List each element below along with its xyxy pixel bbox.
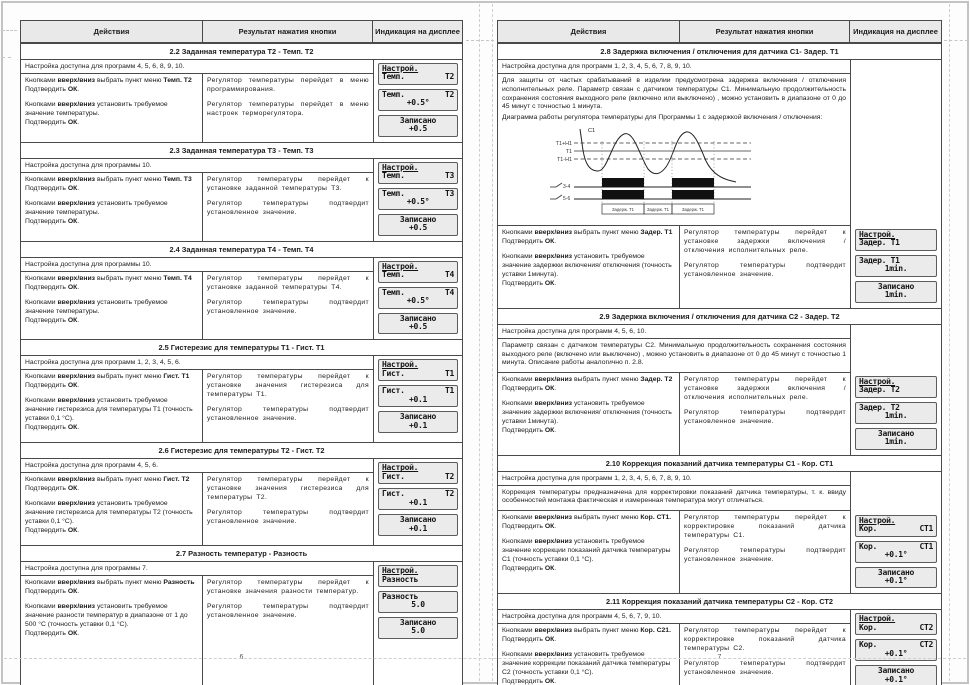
fold-mark-tick [2,30,17,31]
column-header: Индикация на дисплее [375,27,460,36]
fold-mark-tick [466,40,494,41]
fold-mark-vertical [479,4,480,681]
result-paragraph: Регулятор температуры подтвердит установленное значение. [207,509,369,526]
availability-note: Настройка доступна для программ 1, 2, 3, 4, 5, 6, 7, 8, 9, 10. [498,472,850,486]
section-left [21,562,374,685]
section-left [498,610,851,685]
section-title: 2.10 Коррекция показаний датчика температуры С1 - Кор. СТ1 [498,456,941,472]
action-paragraph: Кнопками вверх/вниз установить требуемое значение коррекции показаний датчика температуры С1 (точность уставки 0,1 °С). Подтвердить ОК. [502,538,671,573]
lcd-line: +0.1° [884,648,908,658]
fold-mark-tick [944,40,968,41]
lcd-display [378,514,458,536]
lcd-line: Настрой. [859,515,896,525]
display-column [374,159,462,241]
action-paragraph: Кнопками вверх/вниз выбрать пункт меню Разность Подтвердить ОК. [25,579,195,596]
result-paragraph: Регулятор температуры подтвердит установленное значение. [207,603,369,619]
relay-timing-diagram-svg [536,125,786,217]
info-paragraph: Для защиты от частых срабатываний в изделии предусмотрена задержка включения / отключения исполнительных реле. Параметр связан с датчиком температуры С1. Минимальную продолжительность сохранения состояния выходного реле (включено или выключено) , можно установить в диапазоне от 0 до 45 минут с точностью 1 минута. [502,77,846,111]
info-block [498,74,850,226]
lcd-line: Настрой. [382,360,419,370]
action-paragraph: Кнопками вверх/вниз установить требуемое значение температуры. Подтвердить ОК. [25,199,168,225]
svg-text:Задерж. Т1: Задерж. Т1 [682,207,704,213]
section-body [498,60,941,308]
lcd-line: Кор. СТ1 [859,524,933,534]
lcd-display [378,188,458,210]
lcd-line: Настрой. [859,230,896,239]
lcd-display [855,376,937,398]
action-paragraph: Кнопками вверх/вниз выбрать пункт меню Кор. СТ1. Подтвердить ОК. [502,514,672,531]
display-column [851,472,941,594]
action-result-row [21,173,373,241]
actions-cell [21,473,203,545]
lcd-display [378,565,458,587]
lcd-display [378,488,458,510]
results-cell [203,272,373,340]
display-stack [374,159,462,241]
actions-cell [21,74,203,142]
info-paragraph: Диаграмма работы регулятора температуры для Программы 1 с задержкой включения / отключения: [502,114,823,122]
lcd-display [855,515,937,537]
lcd-line: Гист. Т1 [382,386,454,396]
section-title: 2.8 Задержка включения / отключения для датчика С1- Задер. Т1 [498,44,941,60]
section-2-8 [498,43,941,308]
column-header: Результат нажатия кнопки [680,21,850,42]
lcd-display [378,313,458,335]
results-cell [203,173,373,241]
lcd-line: 1min. [884,290,908,300]
lcd-line: +0.1 [408,497,428,507]
action-result-row [21,74,373,142]
lcd-line: Записано [399,515,437,525]
lcd-line: 1min. [884,411,908,421]
action-paragraph: Кнопками вверх/вниз выбрать пункт меню Темп. Т2 Подтвердить ОК. [25,77,192,93]
result-paragraph: Регулятор температуры перейдет к установке заданной температуры Т3. [207,175,369,192]
lcd-display [378,591,458,613]
section-left [21,60,374,142]
actions-cell [498,373,680,454]
result-paragraph: Регулятор температуры перейдет к установке задержки включения / отключения исполнительных реле. [684,228,846,254]
svg-text:Задерж. Т1: Задерж. Т1 [647,207,669,213]
result-paragraph: Регулятор температуры подтвердит установленное значение. [684,261,846,278]
section-left [21,356,374,442]
result-paragraph: Регулятор температуры подтвердит установленное значение. [684,409,846,426]
availability-note: Настройка доступна для программы 10. [21,159,373,173]
display-column [851,325,941,455]
lcd-display [378,462,458,484]
section-2-2 [21,43,462,142]
lcd-line: +0.5° [406,197,430,207]
lcd-display [855,255,937,277]
lcd-line: Гист. Т2 [382,471,454,481]
page-number: 6 [239,654,244,661]
availability-note: Настройка доступна для программ 4, 5, 6, 8, 9, 10. [21,60,373,74]
section-left [21,258,374,340]
display-column [374,258,462,340]
action-paragraph: Кнопками вверх/вниз установить требуемое значение гистерезиса для температуры Т2 (точность уставки 0,1 °С). Подтвердить ОК. [25,500,193,535]
section-2-10 [498,455,941,594]
lcd-line: Записано [399,313,437,323]
section-body [21,459,462,545]
results-cell [680,511,850,593]
display-stack [374,356,462,438]
lcd-line: Задер. Т1 [859,238,900,248]
lcd-display [855,402,937,424]
lcd-display [378,359,458,381]
lcd-line: +0.1° [884,550,908,560]
action-paragraph: Кнопками вверх/вниз установить требуемое значение температуры. Подтвердить ОК. [25,100,168,126]
section-body [498,610,941,685]
section-left [498,472,851,594]
lcd-display [378,261,458,283]
action-paragraph: Кнопками вверх/вниз выбрать пункт меню Гист. Т1 Подтвердить ОК. [25,373,190,390]
section-body [21,60,462,142]
lcd-line: +0.1 [408,420,428,430]
lcd-display [855,229,937,251]
lcd-line: Темп. Т2 [382,89,454,99]
section-left [498,325,851,455]
section-title: 2.4 Заданная температура Т4 - Темп. Т4 [21,242,462,258]
lcd-line: Настрой. [382,162,419,172]
fold-mark-tick [2,57,11,58]
result-paragraph: Регулятор температуры перейдет в меню настроек терморегулятора. [207,100,369,117]
action-paragraph: Кнопками вверх/вниз установить требуемое значение температуры. Подтвердить ОК. [25,298,168,324]
action-paragraph: Кнопками вверх/вниз установить требуемое значение задержки включения/ отключения (точность уставки 1минута). Подтвердить ОК. [502,252,672,287]
availability-note: Настройка доступна для программ 1, 2, 3, 4, 5, 6, 7, 8, 9, 10. [498,60,850,74]
lcd-display [378,162,458,184]
section-left [21,159,374,241]
section-body [498,325,941,455]
section-title: 2.2 Заданная температура Т2 - Темп. Т2 [21,44,462,60]
actions-cell [21,576,203,685]
section-body [21,159,462,241]
lcd-line: Записано [877,281,915,291]
section-title: 2.11 Коррекция показаний датчика температуры С2 - Кор. СТ2 [498,594,941,610]
table-header-row [21,21,462,43]
section-left [21,459,374,545]
svg-text:Т1-Н1: Т1-Н1 [557,157,572,164]
lcd-display [855,428,937,450]
column-header: Индикация на дисплее [853,27,938,36]
lcd-line: Настрой. [382,64,419,73]
svg-text:5-6: 5-6 [563,196,571,203]
display-stack [374,562,462,644]
svg-text:3-4: 3-4 [563,184,571,191]
result-paragraph: Регулятор температуры подтвердит установленное значение. [207,298,369,315]
lcd-line: Гист. Т2 [382,489,454,499]
action-paragraph: Кнопками вверх/вниз выбрать пункт меню Задер. Т1 Подтвердить ОК. [502,228,673,245]
display-stack [374,459,462,541]
section-2-11 [498,593,941,685]
action-paragraph: Кнопками вверх/вниз установить требуемое значение гистерезиса для температуры Т1 (точность уставки 0,1 °С). Подтвердить ОК. [25,397,193,432]
lcd-line: Настрой. [382,261,419,271]
lcd-line: Темп. Т3 [382,171,454,181]
info-paragraph: Коррекция температуры предназначена для корректировки показаний датчика температуры, т. к. ввиду особенностей монтажа фактическая и измеренная температура могут отличаться. [502,488,846,505]
action-paragraph: Кнопками вверх/вниз выбрать пункт меню Кор. С21. Подтвердить ОК. [502,627,671,644]
section-title: 2.9 Задержка включения / отключения для датчика С2 - Задер. Т2 [498,309,941,325]
results-cell [680,373,850,454]
lcd-display [855,613,937,635]
lcd-line: 5.0 [411,626,425,636]
result-paragraph: Регулятор температуры подтвердит установленное значение. [684,547,846,564]
display-column [374,356,462,442]
lcd-line: Записано [399,617,437,627]
availability-note: Настройка доступна для программ 4, 5, 6, 7, 9, 10. [498,610,850,624]
lcd-display [378,617,458,639]
result-paragraph: Регулятор температуры подтвердит установленное значение. [207,406,369,423]
lcd-line: Темп. Т2 [382,72,454,82]
section-2-5 [21,339,462,442]
results-cell [203,576,373,685]
result-paragraph: Регулятор температуры перейдет к корректировке показаний датчика температуры С2. [684,627,846,653]
lcd-line: Гист. Т1 [382,368,454,378]
action-result-row [21,576,373,685]
lcd-display [378,63,458,85]
lcd-line: +0.5° [406,296,430,306]
results-cell [203,473,373,545]
lcd-line: Записано [399,412,437,422]
result-paragraph: Регулятор температуры перейдет к установке заданной температуры Т4. [207,274,369,291]
section-2-6 [21,442,462,545]
availability-note: Настройка доступна для программ 4, 5, 6, 10. [498,325,850,339]
lcd-line: +0.1° [884,674,908,684]
results-cell [203,74,373,142]
section-2-4 [21,241,462,340]
lcd-display [378,411,458,433]
section-title: 2.6 Гистерезис для температуры Т2 - Гист. Т2 [21,443,462,459]
result-paragraph: Регулятор температуры перейдет к установке задержки включения / отключения исполнительных реле. [684,376,846,402]
display-column [374,562,462,685]
lcd-line: +0.1 [408,523,428,533]
lcd-line: Записано [877,567,915,577]
lcd-line: +0.5° [406,98,430,108]
section-body [21,258,462,340]
display-column [374,459,462,545]
svg-text:Задерж. Т1: Задерж. Т1 [612,207,634,213]
action-result-row [498,511,850,593]
lcd-line: Разность [382,574,419,584]
action-result-row [21,473,373,545]
availability-note: Настройка доступна для программы 7. [21,562,373,576]
lcd-line: Записано [877,666,915,676]
lcd-line: Настрой. [859,376,896,386]
actions-cell [21,370,203,442]
display-stack [374,258,462,340]
settings-table-page-6 [20,20,463,685]
lcd-display [378,287,458,309]
actions-cell [21,272,203,340]
settings-table-page-7 [497,20,942,685]
lcd-line: Записано [399,214,437,224]
svg-text:Т1+Н1: Т1+Н1 [555,141,572,148]
action-result-row [498,226,850,308]
lcd-line: Задер. Т2 [859,402,900,412]
availability-note: Настройка доступна для программ 4, 5, 6. [21,459,373,473]
lcd-display [855,567,937,589]
actions-cell [498,511,680,593]
results-cell [203,370,373,442]
lcd-line: Задер. Т2 [859,385,900,395]
result-paragraph: Регулятор температуры подтвердит установленное значение. [207,199,369,216]
section-body [21,562,462,685]
action-paragraph: Кнопками вверх/вниз выбрать пункт меню Задер. Т2 Подтвердить ОК. [502,376,673,393]
display-stack [851,512,941,594]
section-left [498,60,851,308]
action-paragraph: Кнопками вверх/вниз выбрать пункт меню Гист. Т2 Подтвердить ОК. [25,476,190,493]
section-2-9 [498,308,941,455]
svg-text:С1: С1 [588,128,596,135]
display-stack [851,373,941,455]
lcd-line: Записано [877,428,915,438]
lcd-line: +0.1 [408,394,428,404]
svg-text:Т1: Т1 [565,149,572,156]
section-body [21,356,462,442]
fold-mark-vertical [949,4,950,681]
column-header: Действия [21,21,203,42]
lcd-line: Настрой. [382,566,419,576]
timing-diagram [536,125,846,221]
availability-note: Настройка доступна для программ 1, 2, 3, 4, 5, 6. [21,356,373,370]
action-result-row [498,373,850,454]
lcd-line: Кор. СТ2 [859,622,933,632]
lcd-line: 1min. [884,437,908,447]
fold-mark-vertical [492,4,493,681]
lcd-line: +0.5 [408,124,428,134]
info-block [498,486,850,512]
action-paragraph: Кнопками вверх/вниз установить требуемое значение разности температур в диапазоне от 1 до 500 °С (точность уставки 0,1 °С). Подтвердить ОК. [25,603,188,637]
result-paragraph: Регулятор температуры перейдет к установке значения гистерезиса для температуры Т1. [207,373,369,399]
page-number: 7 [717,654,722,661]
result-paragraph: Регулятор температуры перейдет к установке значения разности температур. [207,579,369,596]
section-2-3 [21,142,462,241]
lcd-line: Настрой. [859,614,896,624]
info-block [498,339,850,373]
action-result-row [21,370,373,442]
lcd-display [378,115,458,137]
lcd-line: Кор. СТ1 [859,541,933,551]
section-2-7 [21,545,462,685]
action-result-row [21,272,373,340]
lcd-line: Разность [382,592,419,601]
action-paragraph: Кнопками вверх/вниз выбрать пункт меню Темп. Т4 Подтвердить ОК. [25,274,192,291]
lcd-display [378,89,458,111]
section-title: 2.7 Разность температур - Разность [21,546,462,562]
results-cell [680,226,850,308]
lcd-line: Настрой. [382,463,419,473]
lcd-line: +0.5 [408,223,428,233]
actions-cell [21,173,203,241]
lcd-display [378,214,458,236]
lcd-line: Темп. Т4 [382,270,454,280]
lcd-display [855,665,937,685]
lcd-line: +0.1° [884,575,908,585]
action-paragraph: Кнопками вверх/вниз установить требуемое значение коррекции показаний датчика температуры С2 (точность уставки 0,1 °С). Подтвердить ОК. [502,651,671,685]
manual-page-left [20,20,463,685]
lcd-line: Темп. Т3 [382,188,454,198]
action-paragraph: Кнопками вверх/вниз установить требуемое значение задержки включения/ отключения (точность уставки 1минута). Подтвердить ОК. [502,400,672,435]
actions-cell [498,226,680,308]
lcd-line: +0.5 [408,321,428,331]
result-paragraph: Регулятор температуры перейдет в меню программирования. [207,77,369,93]
lcd-line: 1min. [884,264,908,274]
section-title: 2.5 Гистерезис для температуры Т1 - Гист. Т1 [21,340,462,356]
lcd-line: Задер. Т1 [859,255,900,265]
display-stack [851,226,941,308]
info-paragraph: Параметр связан с датчиком температуры С2. Минимальную продолжительность сохранения состояния выходного реле (включено или выключено) , можно установить в диапазоне от 0 до 45 минут с точностью 1 минута. Описание работы аналогично п. 2.8. [502,341,846,367]
column-header: Действия [498,21,680,42]
lcd-line: Темп. Т4 [382,287,454,297]
result-paragraph: Регулятор температуры подтвердит установленное значение. [684,660,846,677]
availability-note: Настройка доступна для программы 10. [21,258,373,272]
table-header-row [498,21,941,43]
manual-page-right [497,20,942,685]
display-stack [851,610,941,685]
lcd-display [378,385,458,407]
lcd-line: 5.0 [411,600,425,610]
display-column [374,60,462,142]
section-body [498,472,941,594]
lcd-display [855,541,937,563]
result-paragraph: Регулятор температуры перейдет к установке значения гистерезиса для температуры Т2. [207,476,369,502]
lcd-line: Записано [399,115,437,125]
lcd-display [855,281,937,303]
display-column [851,610,941,685]
display-stack [374,60,462,142]
section-title: 2.3 Заданная температура Т3 - Темп. Т3 [21,143,462,159]
result-paragraph: Регулятор температуры перейдет к корректировке показаний датчика температуры С1. [684,514,846,540]
lcd-line: Кор. СТ2 [859,640,933,650]
display-column [851,60,941,308]
column-header: Результат нажатия кнопки [203,21,373,42]
action-paragraph: Кнопками вверх/вниз выбрать пункт меню Темп. Т3 Подтвердить ОК. [25,175,192,192]
